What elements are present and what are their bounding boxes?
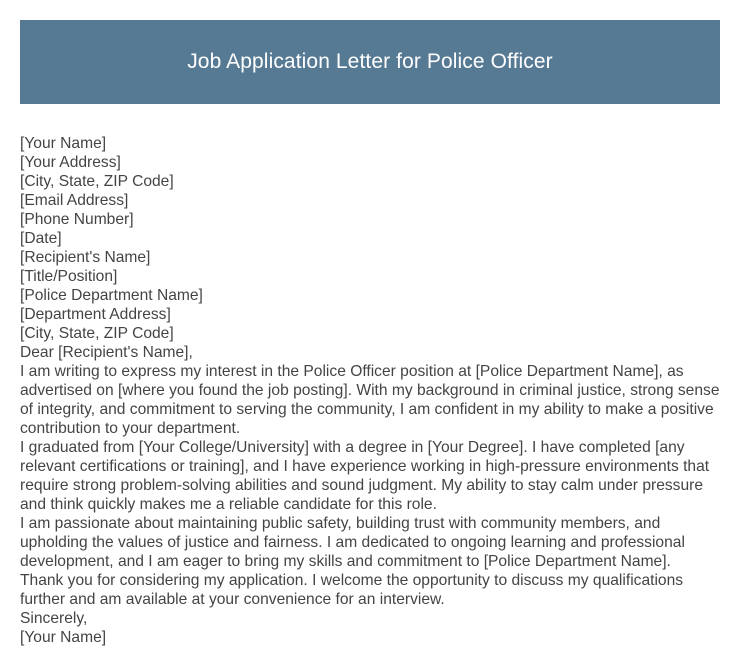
recipient-city-state-zip: [City, State, ZIP Code] [20, 325, 174, 342]
closing: Sincerely, [20, 610, 88, 627]
recipient-name: [Recipient's Name] [20, 249, 151, 266]
sender-phone: [Phone Number] [20, 211, 134, 228]
recipient-department: [Police Department Name] [20, 287, 203, 304]
sender-city-state-zip: [City, State, ZIP Code] [20, 173, 174, 190]
page-header [20, 20, 720, 104]
sender-email: [Email Address] [20, 192, 129, 209]
paragraph-qualifications: I graduated from [Your College/University] with a degree in [Your Degree]. I have completed [any relevant certifications or training], and I have experience working in high-pressure environments that require strong problem-solving abilities and sound judgment. My ability to stay calm under pressure and think quickly makes me a reliable candidate for this role. [20, 439, 710, 513]
salutation: Dear [Recipient's Name], [20, 344, 193, 361]
signature: [Your Name] [20, 629, 107, 646]
paragraph-motivation: I am passionate about maintaining public safety, building trust with community members, and upholding the values of justice and fairness. I am dedicated to ongoing learning and professional development, and I am eager to bring my skills and commitment to [Police Department Name]. [20, 515, 685, 570]
recipient-address: [Department Address] [20, 306, 171, 323]
recipient-title: [Title/Position] [20, 268, 118, 285]
letter-date: [Date] [20, 230, 62, 247]
paragraph-closing: Thank you for considering my application. I welcome the opportunity to discuss my qualifications further and am available at your convenience for an interview. [20, 572, 684, 608]
sender-address: [Your Address] [20, 154, 121, 171]
sender-name: [Your Name] [20, 135, 107, 152]
page-title: Job Application Letter for Police Officer [187, 50, 553, 73]
letter-body [20, 134, 720, 647]
paragraph-intro: I am writing to express my interest in the Police Officer position at [Police Department Name], as advertised on [where you found the job posting]. With my background in criminal justice, strong sense of integrity, and commitment to serving the community, I am confident in my ability to make a positive contribution to your department. [20, 363, 720, 437]
